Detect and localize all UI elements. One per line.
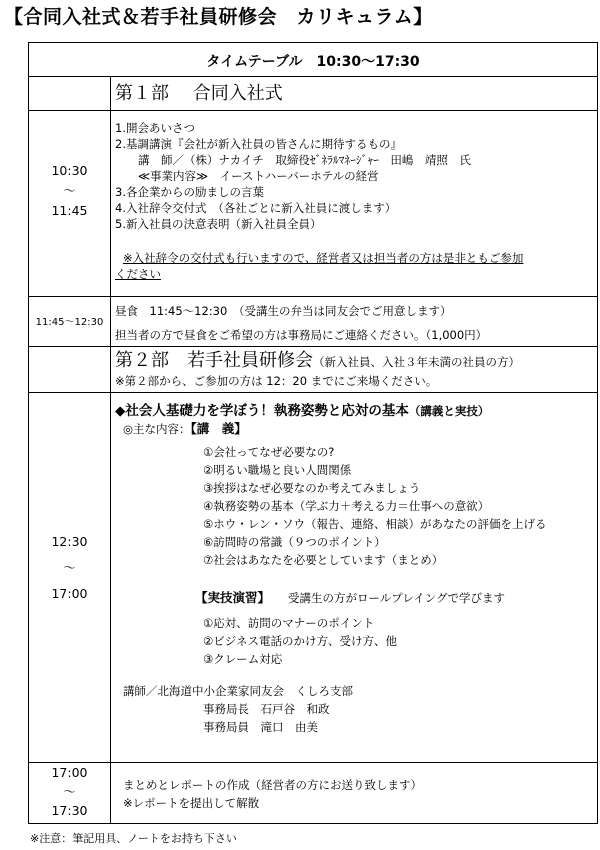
list-item: 4.入社辞令交付式 （各社ごとに新入社員に渡します） bbox=[115, 201, 397, 215]
column-divider bbox=[110, 77, 111, 823]
lecture-label: 【講 義】 bbox=[190, 421, 247, 436]
practice-desc: 受講生の方がロールプレイングで学びます bbox=[288, 591, 506, 605]
list-item: ①会社ってなぜ必要なの? bbox=[203, 445, 335, 459]
curriculum-table bbox=[28, 42, 598, 824]
list-item: 1.開会あいさつ bbox=[115, 121, 195, 135]
part1-items bbox=[115, 120, 594, 282]
list-item: 3.各企業からの励ましの言葉 bbox=[115, 185, 264, 199]
list-item: 2.基調講演『会社が新入社員の皆さんに期待するもの』 bbox=[115, 137, 402, 151]
part2-note: ※第２部から、ご参加の方は 12：20 までにご来場ください。 bbox=[115, 374, 438, 388]
list-item: ⑥訪問時の常識（９つのポイント） bbox=[203, 535, 386, 549]
content-label: ◎主な内容： bbox=[123, 422, 191, 436]
lunch-time: 11:45～12:30 bbox=[35, 317, 104, 328]
footer-note: ※注意：筆記用具、ノートをお持ち下さい bbox=[30, 832, 237, 845]
closing-line2: ※レポートを提出して解散 bbox=[123, 796, 260, 810]
lunch-line1: 昼食 11:45～12:30 （受講生の弁当は同友会でご用意します） bbox=[115, 304, 452, 318]
participation-note-cont: ください bbox=[115, 267, 161, 281]
closing-row bbox=[29, 763, 597, 823]
lunch-row bbox=[29, 297, 597, 347]
part1-body-row bbox=[29, 111, 597, 297]
participation-note: ※入社辞令の交付式も行いますので、経営者又は担当者の方は是非ともご参加 bbox=[123, 251, 524, 265]
closing-time: 17:00 ～ 17:30 bbox=[51, 765, 88, 818]
list-item: 5.新入社員の決意表明（新入社員全員） bbox=[115, 217, 322, 231]
session-format: （講義と実技） bbox=[408, 404, 490, 418]
part1-heading-row bbox=[29, 77, 597, 111]
staff-2: 事務局員 滝口 由美 bbox=[203, 720, 318, 734]
list-item: ④執務姿勢の基本（学ぶ力＋考える力＝仕事への意欲） bbox=[203, 499, 490, 513]
practice-label: 【実技演習】 bbox=[195, 590, 271, 605]
session-time: 12:30 ～ 17:00 bbox=[51, 534, 88, 601]
part1-time: 10:30 ～ 11:45 bbox=[51, 163, 88, 218]
list-item: ⑦社会はあなたを必要としています（まとめ） bbox=[203, 553, 444, 567]
list-item: ③クレーム対応 bbox=[203, 652, 283, 666]
part2-target: （新入社員、入社３年未満の社員の方） bbox=[313, 355, 520, 369]
timetable-header-row bbox=[29, 43, 597, 77]
staff-1: 事務局長 石戸谷 和政 bbox=[203, 702, 330, 716]
session-row bbox=[29, 393, 597, 763]
list-item: 講 師／（株）ナカイチ 取締役ｾﾞﾈﾗﾙﾏﾈｰｼﾞｬｰ 田嶋 靖照 氏 bbox=[115, 153, 471, 167]
practice-list bbox=[115, 614, 594, 668]
list-item: ⑤ホウ・レン・ソウ（報告、連絡、相談）があなたの評価を上げる bbox=[203, 517, 547, 531]
list-item: ②明るい職場と良い人間関係 bbox=[203, 463, 352, 477]
session-title: ◆社会人基礎力を学ぼう！執務姿勢と応対の基本 bbox=[115, 403, 409, 419]
list-item: ≪事業内容≫ イーストハーバーホテルの経営 bbox=[115, 169, 379, 183]
list-item: ②ビジネス電話のかけ方、受け方、他 bbox=[203, 634, 397, 648]
part1-heading: 第１部 合同入社式 bbox=[115, 83, 283, 104]
part2-heading-row bbox=[29, 347, 597, 393]
timetable-header: タイムテーブル 10:30～17:30 bbox=[206, 54, 420, 70]
closing-line1: まとめとレポートの作成（経営者の方にお送り致します） bbox=[123, 778, 422, 792]
lecture-list bbox=[115, 443, 594, 569]
lunch-line2: 担当者の方で昼食をご希望の方は事務局にご連絡ください。（1,000円） bbox=[115, 328, 488, 342]
instructor: 講師／北海道中小企業家同友会 くしろ支部 bbox=[123, 684, 353, 698]
list-item: ①応対、訪問のマナーのポイント bbox=[203, 616, 375, 630]
part2-heading: 第２部 若手社員研修会 bbox=[115, 350, 313, 371]
list-item: ③挨拶はなぜ必要なのか考えてみましょう bbox=[203, 481, 421, 495]
document-title: 【合同入社式＆若手社員研修会 カリキュラム】 bbox=[4, 6, 433, 28]
